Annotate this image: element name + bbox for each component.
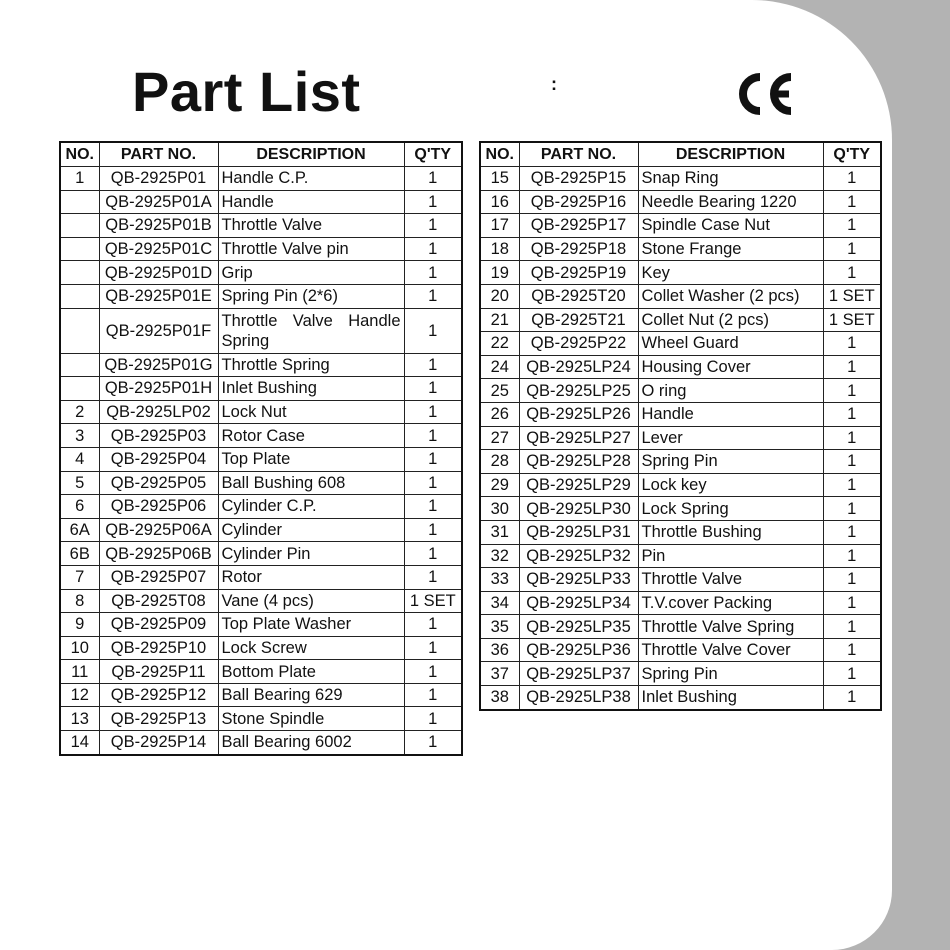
cell-no: 22 — [480, 332, 519, 356]
cell-part-no: QB-2925P03 — [99, 424, 218, 448]
cell-description: Spring Pin — [638, 662, 823, 686]
table-row — [480, 638, 881, 662]
cell-no: 16 — [480, 190, 519, 214]
cell-no: 1 — [60, 167, 99, 191]
cell-part-no: QB-2925P01G — [99, 353, 218, 377]
cell-qty: 1 — [404, 636, 462, 660]
cell-qty: 1 — [404, 400, 462, 424]
cell-no — [60, 261, 99, 285]
cell-part-no: QB-2925LP31 — [519, 520, 638, 544]
header-no: NO. — [480, 142, 519, 167]
cell-description: Throttle Valve Cover — [638, 638, 823, 662]
cell-qty: 1 — [823, 237, 881, 261]
cell-no: 2 — [60, 400, 99, 424]
cell-part-no: QB-2925P06 — [99, 495, 218, 519]
cell-qty: 1 — [404, 190, 462, 214]
cell-part-no: QB-2925P17 — [519, 214, 638, 238]
cell-qty: 1 — [823, 591, 881, 615]
table-row — [60, 190, 462, 214]
cell-qty: 1 — [404, 471, 462, 495]
table-row — [60, 214, 462, 238]
cell-description: Throttle Valve — [218, 214, 404, 238]
cell-part-no: QB-2925LP33 — [519, 568, 638, 592]
title-separator: : — [551, 74, 557, 94]
cell-part-no: QB-2925LP35 — [519, 615, 638, 639]
table-row — [480, 473, 881, 497]
table-row — [480, 261, 881, 285]
cell-no: 4 — [60, 447, 99, 471]
table-row — [480, 402, 881, 426]
cell-no: 21 — [480, 308, 519, 332]
cell-part-no: QB-2925P01C — [99, 237, 218, 261]
table-row — [60, 683, 462, 707]
cell-no: 26 — [480, 402, 519, 426]
cell-qty: 1 — [823, 568, 881, 592]
cell-no: 18 — [480, 237, 519, 261]
page-title: Part List — [132, 60, 361, 123]
cell-qty: 1 — [823, 450, 881, 474]
cell-qty: 1 — [823, 379, 881, 403]
cell-no: 6 — [60, 495, 99, 519]
cell-qty: 1 SET — [823, 284, 881, 308]
table-row — [480, 237, 881, 261]
cell-qty: 1 — [823, 544, 881, 568]
cell-description: Cylinder C.P. — [218, 495, 404, 519]
cell-part-no: QB-2925P01F — [99, 308, 218, 353]
table-row — [480, 190, 881, 214]
table-row — [60, 284, 462, 308]
cell-qty: 1 — [404, 683, 462, 707]
cell-qty: 1 — [404, 167, 462, 191]
cell-part-no: QB-2925LP36 — [519, 638, 638, 662]
cell-no: 25 — [480, 379, 519, 403]
cell-description: Lever — [638, 426, 823, 450]
cell-qty: 1 — [404, 613, 462, 637]
cell-no: 12 — [60, 683, 99, 707]
parts-table-right — [479, 141, 882, 711]
cell-part-no: QB-2925LP24 — [519, 355, 638, 379]
cell-no: 29 — [480, 473, 519, 497]
cell-part-no: QB-2925P16 — [519, 190, 638, 214]
cell-part-no: QB-2925T20 — [519, 284, 638, 308]
cell-description: Throttle Valve pin — [218, 237, 404, 261]
header-qty: Q'TY — [404, 142, 462, 167]
cell-description: Rotor Case — [218, 424, 404, 448]
table-row — [60, 167, 462, 191]
cell-qty: 1 — [823, 402, 881, 426]
cell-part-no: QB-2925P06B — [99, 542, 218, 566]
cell-description: Ball Bearing 629 — [218, 683, 404, 707]
cell-description: Handle — [218, 190, 404, 214]
cell-part-no: QB-2925LP28 — [519, 450, 638, 474]
cell-no: 32 — [480, 544, 519, 568]
table-row — [60, 495, 462, 519]
cell-description: Throttle Valve Spring — [638, 615, 823, 639]
cell-part-no: QB-2925P09 — [99, 613, 218, 637]
table-row — [60, 565, 462, 589]
cell-no: 13 — [60, 707, 99, 731]
table-row — [60, 542, 462, 566]
cell-part-no: QB-2925P06A — [99, 518, 218, 542]
cell-part-no: QB-2925P10 — [99, 636, 218, 660]
cell-qty: 1 — [404, 377, 462, 401]
cell-qty: 1 — [404, 284, 462, 308]
cell-part-no: QB-2925P18 — [519, 237, 638, 261]
cell-qty: 1 — [823, 662, 881, 686]
cell-no: 33 — [480, 568, 519, 592]
cell-description: Top Plate Washer — [218, 613, 404, 637]
cell-no — [60, 377, 99, 401]
cell-qty: 1 — [404, 424, 462, 448]
table-row — [60, 424, 462, 448]
table-row — [480, 544, 881, 568]
cell-part-no: QB-2925LP25 — [519, 379, 638, 403]
header-description: DESCRIPTION — [638, 142, 823, 167]
cell-no: 7 — [60, 565, 99, 589]
header-part-no: PART NO. — [519, 142, 638, 167]
cell-no: 17 — [480, 214, 519, 238]
cell-no: 35 — [480, 615, 519, 639]
cell-no: 37 — [480, 662, 519, 686]
table-header-row — [480, 142, 881, 167]
cell-qty: 1 — [823, 638, 881, 662]
cell-description: Lock Spring — [638, 497, 823, 521]
cell-description: Throttle Spring — [218, 353, 404, 377]
cell-qty: 1 — [404, 495, 462, 519]
cell-qty: 1 — [823, 520, 881, 544]
cell-qty: 1 — [823, 426, 881, 450]
cell-no: 24 — [480, 355, 519, 379]
cell-description: Lock Screw — [218, 636, 404, 660]
cell-description: Top Plate — [218, 447, 404, 471]
table-row — [480, 615, 881, 639]
cell-description: Stone Spindle — [218, 707, 404, 731]
parts-table-left — [59, 141, 463, 756]
cell-qty: 1 — [404, 731, 462, 755]
cell-qty: 1 — [404, 565, 462, 589]
table-row — [480, 284, 881, 308]
cell-part-no: QB-2925P01D — [99, 261, 218, 285]
cell-no: 5 — [60, 471, 99, 495]
table-row — [480, 332, 881, 356]
table-row — [60, 731, 462, 755]
cell-description: Grip — [218, 261, 404, 285]
cell-qty: 1 SET — [404, 589, 462, 613]
cell-qty: 1 — [404, 447, 462, 471]
cell-description: Ball Bearing 6002 — [218, 731, 404, 755]
table-row — [480, 426, 881, 450]
header-part-no: PART NO. — [99, 142, 218, 167]
cell-part-no: QB-2925P01E — [99, 284, 218, 308]
table-row — [480, 214, 881, 238]
cell-part-no: QB-2925P07 — [99, 565, 218, 589]
table-row — [480, 497, 881, 521]
cell-qty: 1 — [823, 497, 881, 521]
cell-qty: 1 — [823, 355, 881, 379]
cell-qty: 1 — [823, 473, 881, 497]
cell-description: Handle — [638, 402, 823, 426]
cell-description: Cylinder Pin — [218, 542, 404, 566]
table-row — [60, 589, 462, 613]
cell-no: 6B — [60, 542, 99, 566]
cell-description: Vane (4 pcs) — [218, 589, 404, 613]
cell-description: Stone Frange — [638, 237, 823, 261]
table-row — [480, 662, 881, 686]
cell-description: O ring — [638, 379, 823, 403]
cell-no: 8 — [60, 589, 99, 613]
cell-no: 34 — [480, 591, 519, 615]
table-row — [60, 660, 462, 684]
table-row — [60, 471, 462, 495]
cell-description: Throttle Valve Handle Spring — [218, 308, 404, 353]
cell-part-no: QB-2925P14 — [99, 731, 218, 755]
cell-description: Lock key — [638, 473, 823, 497]
cell-qty: 1 — [404, 660, 462, 684]
table-row — [60, 400, 462, 424]
cell-no: 10 — [60, 636, 99, 660]
cell-part-no: QB-2925P01A — [99, 190, 218, 214]
cell-part-no: QB-2925LP32 — [519, 544, 638, 568]
cell-description: Rotor — [218, 565, 404, 589]
cell-qty: 1 — [404, 707, 462, 731]
cell-qty: 1 — [404, 237, 462, 261]
cell-no: 19 — [480, 261, 519, 285]
cell-description: T.V.cover Packing — [638, 591, 823, 615]
cell-part-no: QB-2925P01H — [99, 377, 218, 401]
cell-qty: 1 — [404, 261, 462, 285]
cell-part-no: QB-2925LP38 — [519, 686, 638, 710]
cell-description: Housing Cover — [638, 355, 823, 379]
cell-part-no: QB-2925LP37 — [519, 662, 638, 686]
table-row — [480, 591, 881, 615]
cell-no: 6A — [60, 518, 99, 542]
cell-no: 3 — [60, 424, 99, 448]
cell-part-no: QB-2925T08 — [99, 589, 218, 613]
table-row — [60, 237, 462, 261]
cell-description: Handle C.P. — [218, 167, 404, 191]
cell-qty: 1 — [404, 542, 462, 566]
cell-qty: 1 — [404, 308, 462, 353]
table-row — [480, 167, 881, 191]
cell-part-no: QB-2925P04 — [99, 447, 218, 471]
cell-qty: 1 — [404, 518, 462, 542]
cell-qty: 1 — [823, 686, 881, 710]
table-row — [60, 308, 462, 353]
cell-description: Key — [638, 261, 823, 285]
table-row — [480, 450, 881, 474]
table-row — [480, 355, 881, 379]
cell-part-no: QB-2925P12 — [99, 683, 218, 707]
cell-qty: 1 — [404, 214, 462, 238]
table-row — [480, 686, 881, 710]
cell-no: 31 — [480, 520, 519, 544]
cell-part-no: QB-2925P19 — [519, 261, 638, 285]
cell-part-no: QB-2925P22 — [519, 332, 638, 356]
cell-no — [60, 353, 99, 377]
cell-description: Throttle Valve — [638, 568, 823, 592]
cell-description: Throttle Bushing — [638, 520, 823, 544]
cell-no — [60, 284, 99, 308]
cell-description: Collet Nut (2 pcs) — [638, 308, 823, 332]
cell-description: Cylinder — [218, 518, 404, 542]
cell-part-no: QB-2925LP26 — [519, 402, 638, 426]
cell-no: 14 — [60, 731, 99, 755]
cell-description: Lock Nut — [218, 400, 404, 424]
cell-description: Pin — [638, 544, 823, 568]
cell-part-no: QB-2925P01 — [99, 167, 218, 191]
table-row — [480, 568, 881, 592]
cell-description: Bottom Plate — [218, 660, 404, 684]
cell-qty: 1 — [823, 214, 881, 238]
cell-description: Spring Pin (2*6) — [218, 284, 404, 308]
cell-no: 36 — [480, 638, 519, 662]
table-row — [60, 377, 462, 401]
cell-no — [60, 237, 99, 261]
cell-part-no: QB-2925LP30 — [519, 497, 638, 521]
cell-part-no: QB-2925P01B — [99, 214, 218, 238]
cell-description: Collet Washer (2 pcs) — [638, 284, 823, 308]
cell-qty: 1 — [823, 615, 881, 639]
table-row — [60, 613, 462, 637]
cell-qty: 1 — [823, 261, 881, 285]
header-no: NO. — [60, 142, 99, 167]
cell-part-no: QB-2925P11 — [99, 660, 218, 684]
table-row — [60, 518, 462, 542]
cell-qty: 1 — [404, 353, 462, 377]
cell-no: 9 — [60, 613, 99, 637]
cell-part-no: QB-2925LP29 — [519, 473, 638, 497]
cell-description: Spring Pin — [638, 450, 823, 474]
cell-part-no: QB-2925T21 — [519, 308, 638, 332]
ce-mark-icon — [733, 69, 797, 119]
table-row — [60, 636, 462, 660]
cell-description: Spindle Case Nut — [638, 214, 823, 238]
table-row — [60, 447, 462, 471]
cell-description: Inlet Bushing — [218, 377, 404, 401]
table-row — [480, 520, 881, 544]
cell-no: 38 — [480, 686, 519, 710]
cell-no: 11 — [60, 660, 99, 684]
cell-no — [60, 190, 99, 214]
cell-qty: 1 — [823, 190, 881, 214]
cell-part-no: QB-2925LP27 — [519, 426, 638, 450]
cell-qty: 1 SET — [823, 308, 881, 332]
header-description: DESCRIPTION — [218, 142, 404, 167]
cell-description: Snap Ring — [638, 167, 823, 191]
cell-description: Ball Bushing 608 — [218, 471, 404, 495]
table-row — [60, 707, 462, 731]
cell-qty: 1 — [823, 167, 881, 191]
cell-part-no: QB-2925P15 — [519, 167, 638, 191]
cell-part-no: QB-2925LP02 — [99, 400, 218, 424]
header-qty: Q'TY — [823, 142, 881, 167]
table-header-row — [60, 142, 462, 167]
cell-qty: 1 — [823, 332, 881, 356]
cell-no — [60, 214, 99, 238]
cell-no: 20 — [480, 284, 519, 308]
cell-description: Inlet Bushing — [638, 686, 823, 710]
cell-part-no: QB-2925P05 — [99, 471, 218, 495]
cell-part-no: QB-2925P13 — [99, 707, 218, 731]
table-row — [60, 353, 462, 377]
cell-no: 30 — [480, 497, 519, 521]
cell-part-no: QB-2925LP34 — [519, 591, 638, 615]
table-row — [60, 261, 462, 285]
cell-no: 27 — [480, 426, 519, 450]
cell-description: Needle Bearing 1220 — [638, 190, 823, 214]
cell-no — [60, 308, 99, 353]
cell-no: 28 — [480, 450, 519, 474]
cell-description: Wheel Guard — [638, 332, 823, 356]
table-row — [480, 379, 881, 403]
table-row — [480, 308, 881, 332]
cell-no: 15 — [480, 167, 519, 191]
